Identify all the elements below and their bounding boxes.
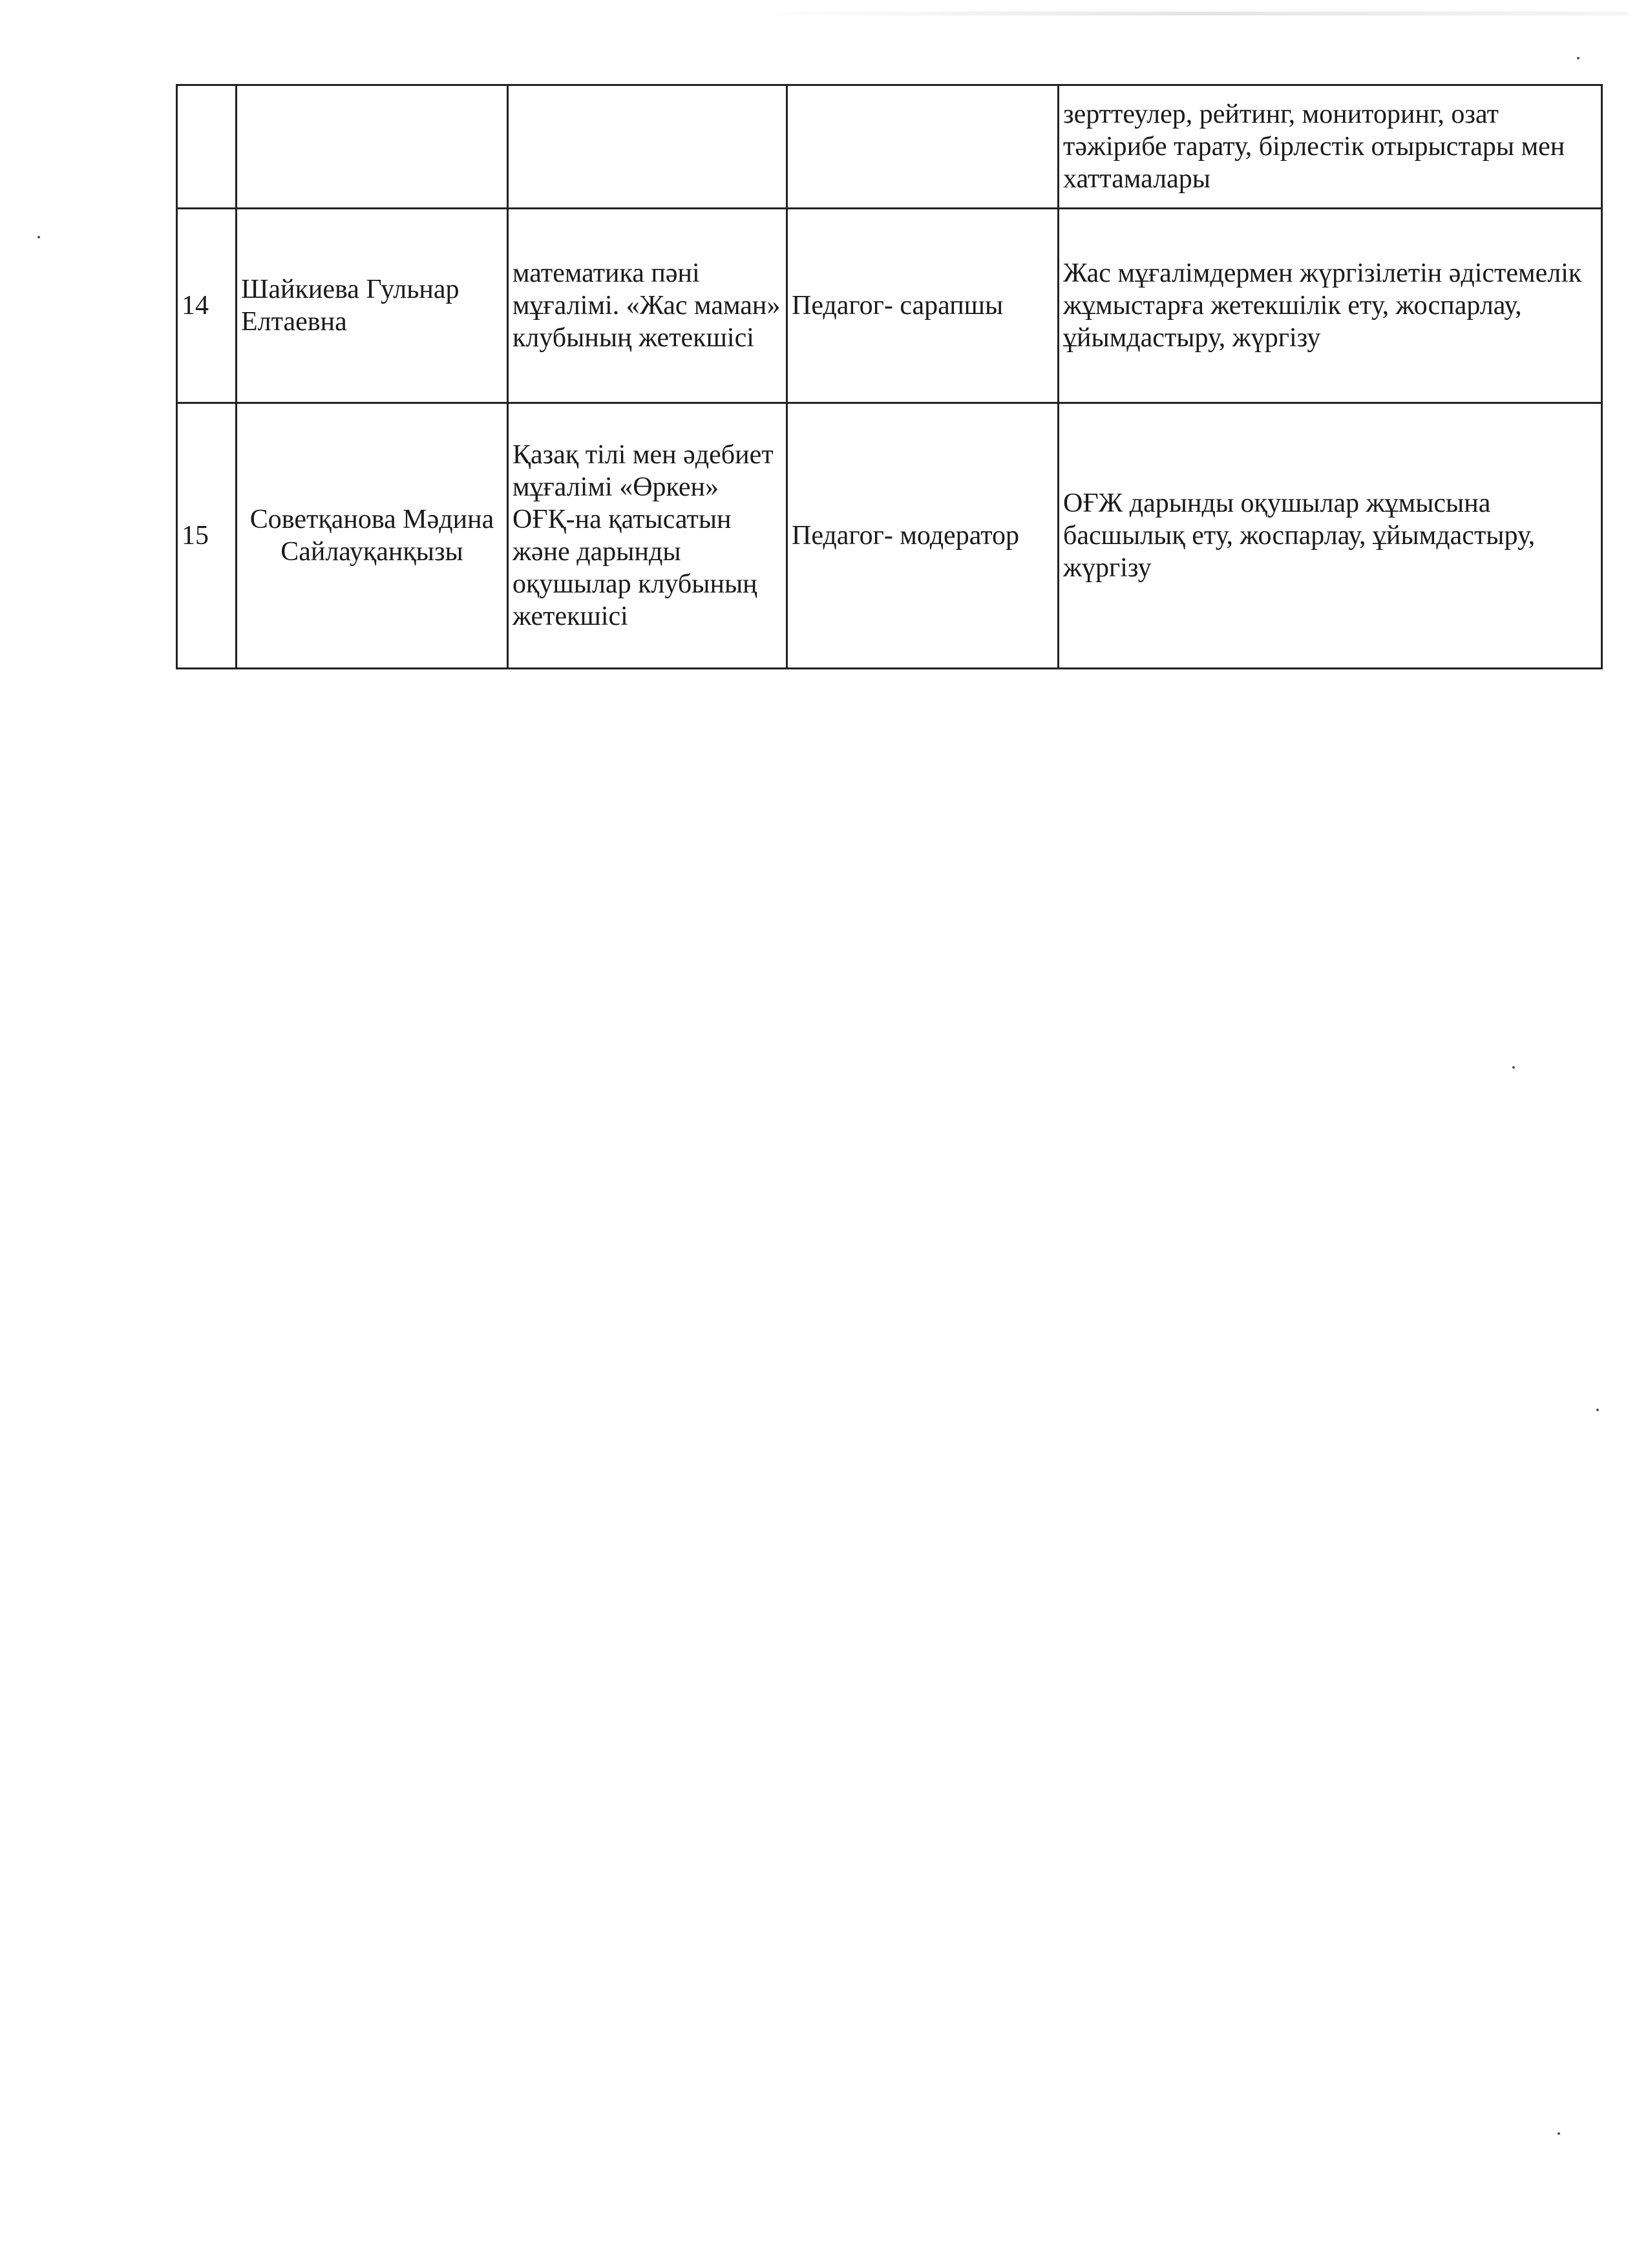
name-cell: Советқанова Мәдина Сайлауқанқызы xyxy=(237,403,508,669)
table-row xyxy=(177,209,1602,403)
scan-edge-shadow xyxy=(763,12,1629,16)
position-cell xyxy=(508,85,787,209)
name-cell xyxy=(237,85,508,209)
duties-cell: Жас мұғалімдермен жүргізілетін әдістемелік жұмыстарға жетекшілік ету, жоспарлау, ұйымдастыру, жүргізу xyxy=(1059,209,1602,403)
row-number-cell: 14 xyxy=(177,209,237,403)
staff-table xyxy=(176,84,1603,669)
scan-speck xyxy=(1577,57,1579,59)
role-cell xyxy=(787,85,1059,209)
duties-cell: ОҒЖ дарынды оқушылар жұмысына басшылық ету, жоспарлау, ұйымдастыру, жүргізу xyxy=(1059,403,1602,669)
scan-speck xyxy=(1596,1409,1599,1411)
table-row-continued xyxy=(177,85,1602,209)
row-number-cell: 15 xyxy=(177,403,237,669)
scan-speck xyxy=(1558,2132,1560,2135)
row-number-cell xyxy=(177,85,237,209)
role-cell: Педагог- модератор xyxy=(787,403,1059,669)
scan-speck xyxy=(1512,1066,1515,1069)
position-cell: Қазақ тілі мен әдебиет мұғалімі «Өркен» ОҒҚ-на қатысатын және дарынды оқушылар клубының жетекшісі xyxy=(508,403,787,669)
scan-speck xyxy=(37,236,40,238)
role-cell: Педагог- сарапшы xyxy=(787,209,1059,403)
duties-cell: зерттеулер, рейтинг, мониторинг, озат тәжірибе тарату, бірлестік отырыстары мен хаттамалары xyxy=(1059,85,1602,209)
position-cell: математика пәні мұғалімі. «Жас маман» клубының жетекшісі xyxy=(508,209,787,403)
name-cell: Шайкиева Гульнар Елтаевна xyxy=(237,209,508,403)
table-row xyxy=(177,403,1602,669)
